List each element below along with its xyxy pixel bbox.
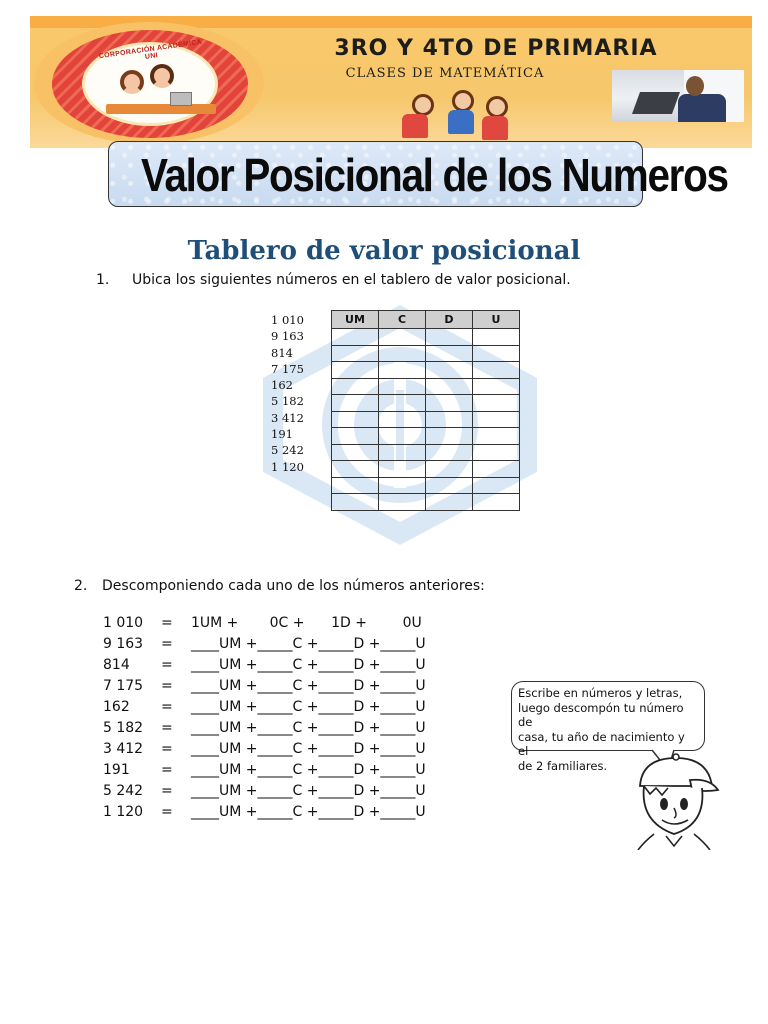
table-cell-um[interactable] (332, 362, 379, 379)
number-item: 5 242 (271, 443, 304, 458)
table-cell-um[interactable] (332, 494, 379, 511)
exercise-2-text: Descomponiendo cada uno de los números anteriores: (102, 578, 485, 594)
table-cell-um[interactable] (332, 395, 379, 412)
number-item: 9 163 (271, 329, 304, 344)
table-cell-d[interactable] (426, 378, 473, 395)
equals-sign: = (161, 657, 173, 673)
page-title: Valor Posicional de los Numeros (140, 149, 728, 201)
table-cell-c[interactable] (379, 395, 426, 412)
table-row (332, 428, 520, 445)
table-cell-um[interactable] (332, 378, 379, 395)
table-cell-d[interactable] (426, 395, 473, 412)
equals-sign: = (161, 615, 173, 631)
header-banner (30, 16, 752, 148)
kid-body-2 (448, 110, 474, 134)
bubble-line: luego descompón tu número de (518, 700, 684, 729)
table-cell-c[interactable] (379, 378, 426, 395)
table-cell-c[interactable] (379, 461, 426, 478)
column-header-um: UM (332, 311, 379, 329)
table-cell-d[interactable] (426, 428, 473, 445)
table-row (332, 494, 520, 511)
column-header-c: C (379, 311, 426, 329)
table-cell-um[interactable] (332, 345, 379, 362)
table-cell-d[interactable] (426, 444, 473, 461)
student-photo (612, 70, 744, 122)
decomp-blank-expression[interactable]: ____UM +_____C +_____D +_____U (191, 678, 426, 694)
table-cell-um[interactable] (332, 329, 379, 346)
table-row (332, 378, 520, 395)
kid-body-3 (482, 116, 508, 140)
table-cell-c[interactable] (379, 444, 426, 461)
equals-sign: = (161, 783, 173, 799)
table-header-row (332, 311, 520, 329)
equals-sign: = (161, 678, 173, 694)
table-cell-c[interactable] (379, 411, 426, 428)
logo-kid-boy (150, 64, 174, 88)
kid-head-1 (412, 94, 434, 116)
table-cell-um[interactable] (332, 428, 379, 445)
exercise-2-number: 2. (74, 578, 88, 594)
table-row (332, 444, 520, 461)
table-cell-u[interactable] (473, 494, 520, 511)
decomp-number: 1 010 (103, 615, 144, 631)
table-cell-u[interactable] (473, 345, 520, 362)
table-cell-d[interactable] (426, 461, 473, 478)
equals-sign: = (161, 720, 173, 736)
number-item: 814 (271, 345, 293, 360)
bubble-line: casa, tu año de nacimiento y el (518, 729, 685, 758)
kid-head-2 (452, 90, 474, 112)
number-item: 191 (271, 427, 293, 442)
exercise-2-instruction (74, 578, 485, 594)
logo-kid-girl (120, 70, 144, 94)
bubble-line: Escribe en números y letras, (518, 686, 683, 700)
place-value-table (331, 310, 520, 511)
table-row (332, 345, 520, 362)
table-row (332, 395, 520, 412)
decomp-blank-expression[interactable]: ____UM +_____C +_____D +_____U (191, 636, 426, 652)
decomp-number: 191 (103, 762, 130, 778)
logo-text: CORPORACIÓN ACADÉMICA UNI (98, 38, 203, 61)
equals-sign: = (161, 636, 173, 652)
table-cell-d[interactable] (426, 345, 473, 362)
table-cell-c[interactable] (379, 345, 426, 362)
table-cell-c[interactable] (379, 329, 426, 346)
table-cell-d[interactable] (426, 477, 473, 494)
exercise-1-instruction (96, 272, 571, 288)
table-cell-um[interactable] (332, 411, 379, 428)
exercise-1-number: 1. (96, 272, 110, 288)
table-cell-c[interactable] (379, 494, 426, 511)
bubble-line: de 2 familiares. (518, 758, 608, 773)
table-row (332, 362, 520, 379)
column-header-u: U (473, 311, 520, 329)
table-cell-um[interactable] (332, 461, 379, 478)
kid-head-3 (486, 96, 508, 118)
equals-sign: = (161, 699, 173, 715)
equals-sign: = (161, 741, 173, 757)
decomp-blank-expression[interactable]: ____UM +_____C +_____D +_____U (191, 741, 426, 757)
table-cell-u[interactable] (473, 378, 520, 395)
table-cell-u[interactable] (473, 395, 520, 412)
table-cell-c[interactable] (379, 477, 426, 494)
number-item: 1 010 (271, 313, 304, 327)
table-row (332, 411, 520, 428)
decomp-number: 1 120 (103, 804, 144, 820)
decomp-number: 162 (103, 699, 130, 715)
kids-illustration (374, 88, 524, 144)
decomp-blank-expression[interactable]: ____UM +_____C +_____D +_____U (191, 783, 426, 799)
table-cell-um[interactable] (332, 477, 379, 494)
table-cell-u[interactable] (473, 444, 520, 461)
table-row (332, 329, 520, 346)
table-cell-um[interactable] (332, 444, 379, 461)
number-list (271, 312, 304, 475)
boy-cartoon-icon (630, 750, 722, 850)
table-cell-u[interactable] (473, 411, 520, 428)
table-cell-u[interactable] (473, 477, 520, 494)
banner-title: 3RO Y 4TO DE PRIMARIA (334, 36, 658, 61)
logo-laptop (170, 92, 192, 106)
table-cell-d[interactable] (426, 411, 473, 428)
decomp-number: 9 163 (103, 636, 144, 652)
photo-laptop (632, 92, 680, 114)
number-item: 5 182 (271, 394, 304, 409)
decomp-expression[interactable]: 1UM + 0C + 1D + 0U (191, 615, 422, 631)
section-heading: Tablero de valor posicional (187, 236, 581, 266)
table-cell-u[interactable] (473, 362, 520, 379)
decomp-number: 5 182 (103, 720, 144, 736)
table-row (332, 461, 520, 478)
photo-student (678, 94, 726, 122)
table-body (332, 329, 520, 511)
table-cell-c[interactable] (379, 362, 426, 379)
table-cell-u[interactable] (473, 428, 520, 445)
photo-student-head (686, 76, 704, 96)
table-cell-d[interactable] (426, 329, 473, 346)
decomp-blank-expression[interactable]: ____UM +_____C +_____D +_____U (191, 804, 426, 820)
banner-subtitle: CLASES DE MATEMÁTICA (345, 66, 545, 81)
table-row (332, 477, 520, 494)
table-cell-c[interactable] (379, 428, 426, 445)
table-cell-d[interactable] (426, 494, 473, 511)
number-item: 1 120 (271, 459, 304, 474)
number-item: 7 175 (271, 361, 304, 376)
column-header-d: D (426, 311, 473, 329)
table-cell-u[interactable] (473, 329, 520, 346)
decomp-blank-expression[interactable]: ____UM +_____C +_____D +_____U (191, 720, 426, 736)
equals-sign: = (161, 762, 173, 778)
decomp-number: 814 (103, 657, 130, 673)
kid-body-1 (402, 114, 428, 138)
decomp-blank-expression[interactable]: ____UM +_____C +_____D +_____U (191, 657, 426, 673)
number-item: 3 412 (271, 410, 304, 425)
decomp-number: 5 242 (103, 783, 144, 799)
equals-sign: = (161, 804, 173, 820)
speech-bubble (511, 681, 705, 773)
decomp-number: 3 412 (103, 741, 144, 757)
decomp-blank-expression[interactable]: ____UM +_____C +_____D +_____U (191, 762, 426, 778)
title-box (108, 141, 728, 207)
decomp-number: 7 175 (103, 678, 144, 694)
table-cell-d[interactable] (426, 362, 473, 379)
number-item: 162 (271, 378, 293, 393)
decomp-blank-expression[interactable]: ____UM +_____C +_____D +_____U (191, 699, 426, 715)
table-cell-u[interactable] (473, 461, 520, 478)
logo-desk (106, 104, 216, 114)
exercise-1-text: Ubica los siguientes números en el tablero de valor posicional. (132, 272, 571, 288)
